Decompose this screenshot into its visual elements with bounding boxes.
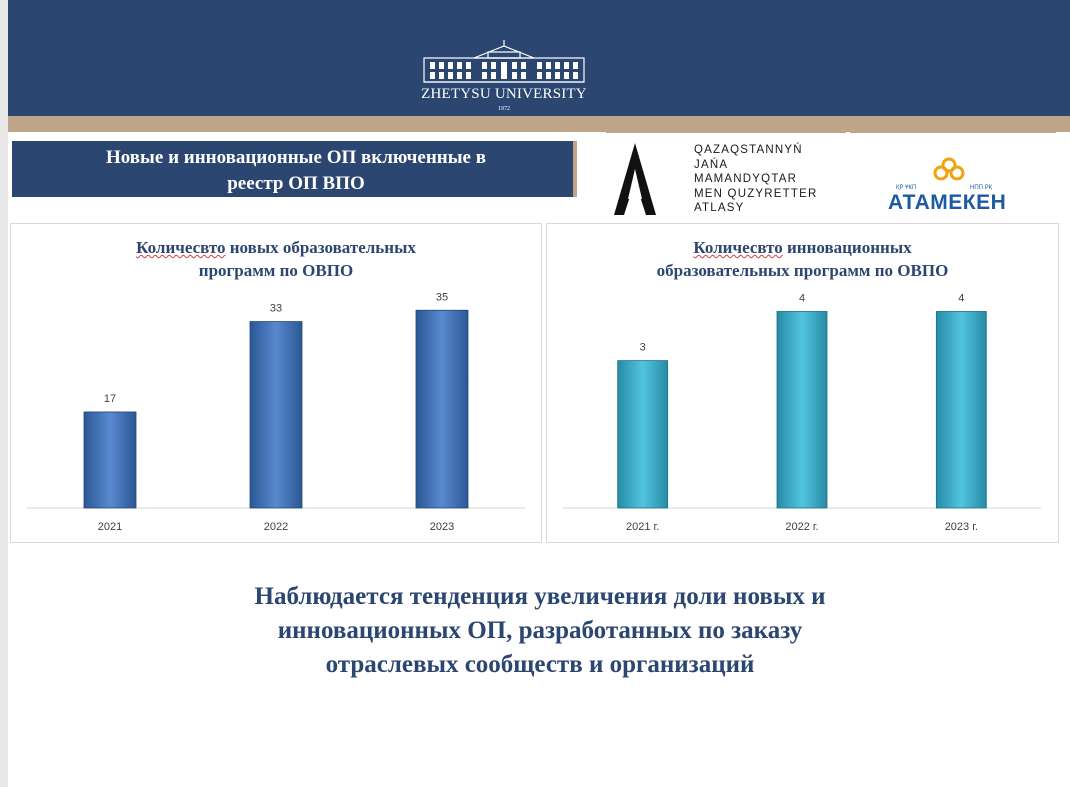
bar: [250, 322, 302, 508]
atameken-logo: [850, 131, 1056, 220]
data-label: 33: [269, 302, 283, 315]
chart-panel-new-programs: [10, 223, 542, 543]
conclusion-text: [140, 580, 940, 682]
bar: [84, 412, 136, 508]
bar-chart-innovative-programs: [547, 224, 1058, 542]
atameken-name: АТАМЕКЕН: [888, 191, 1007, 214]
chart-title-line2: образовательных программ по ОВПО: [656, 261, 949, 280]
conclusion-line: инновационных ОП, разработанных по заказу: [277, 617, 803, 644]
atlas-line: MEN QUZYRETTER: [694, 187, 818, 200]
bar: [618, 361, 668, 508]
atlas-logo-text: [694, 143, 844, 216]
x-tick-label: 2022: [263, 521, 289, 533]
data-label: 35: [435, 291, 449, 304]
data-label: 17: [103, 392, 117, 405]
data-label: 4: [798, 292, 806, 305]
x-tick-label: 2023 г.: [944, 521, 978, 533]
chart-panel-innovative-programs: [546, 223, 1059, 543]
slide-edge: [0, 0, 8, 787]
atlas-a-icon: [612, 141, 658, 217]
atlas-line: MAMANDYQTAR: [694, 173, 798, 185]
page-title-line2: реестр ОП ВПО: [227, 173, 365, 194]
atameken-right-label: НПП РК: [970, 185, 993, 191]
bar: [777, 311, 827, 508]
atameken-emblem-icon: [928, 155, 970, 187]
conclusion-line: Наблюдается тенденция увеличения доли новых и: [254, 583, 826, 610]
atlas-line: ATLASY: [694, 202, 745, 214]
bar: [416, 310, 468, 508]
x-tick-label: 2021: [97, 521, 123, 533]
conclusion-line: отраслевых сообществ и организаций: [325, 651, 755, 678]
chart-title-part2: новых образовательных: [225, 238, 416, 257]
atlas-line: JAŃA: [694, 158, 729, 171]
header-accent-bar: [8, 116, 1070, 132]
x-tick-label: 2023: [429, 521, 455, 533]
zhetysu-university-logo: [418, 38, 590, 118]
x-tick-label: 2022 г.: [785, 521, 819, 533]
atlas-line: QAZAQSTANNYŃ: [694, 144, 803, 156]
x-tick-label: 2021 г.: [626, 521, 660, 533]
title-box: [12, 141, 573, 197]
bar-chart-new-programs: [11, 224, 541, 542]
university-building-icon: [418, 38, 590, 86]
logo-year: 1972: [498, 106, 510, 112]
logo-name: ZHETYSU UNIVERSITY: [421, 86, 587, 102]
page-title: [36, 145, 556, 197]
chart-title-part2: инновационных: [782, 238, 912, 257]
atameken-left-label: ҚР ҰКП: [896, 185, 917, 191]
atlas-logo: [606, 131, 846, 220]
data-label: 3: [639, 341, 646, 354]
chart-title-part1: Количесвто: [136, 238, 226, 257]
chart-title-line2: программ по ОВПО: [198, 261, 354, 280]
page-title-line1: Новые и инновационные ОП включенные в: [105, 147, 486, 168]
data-label: 4: [958, 292, 965, 305]
bar: [936, 311, 986, 508]
chart-title-part1: Количесвто: [693, 238, 783, 257]
